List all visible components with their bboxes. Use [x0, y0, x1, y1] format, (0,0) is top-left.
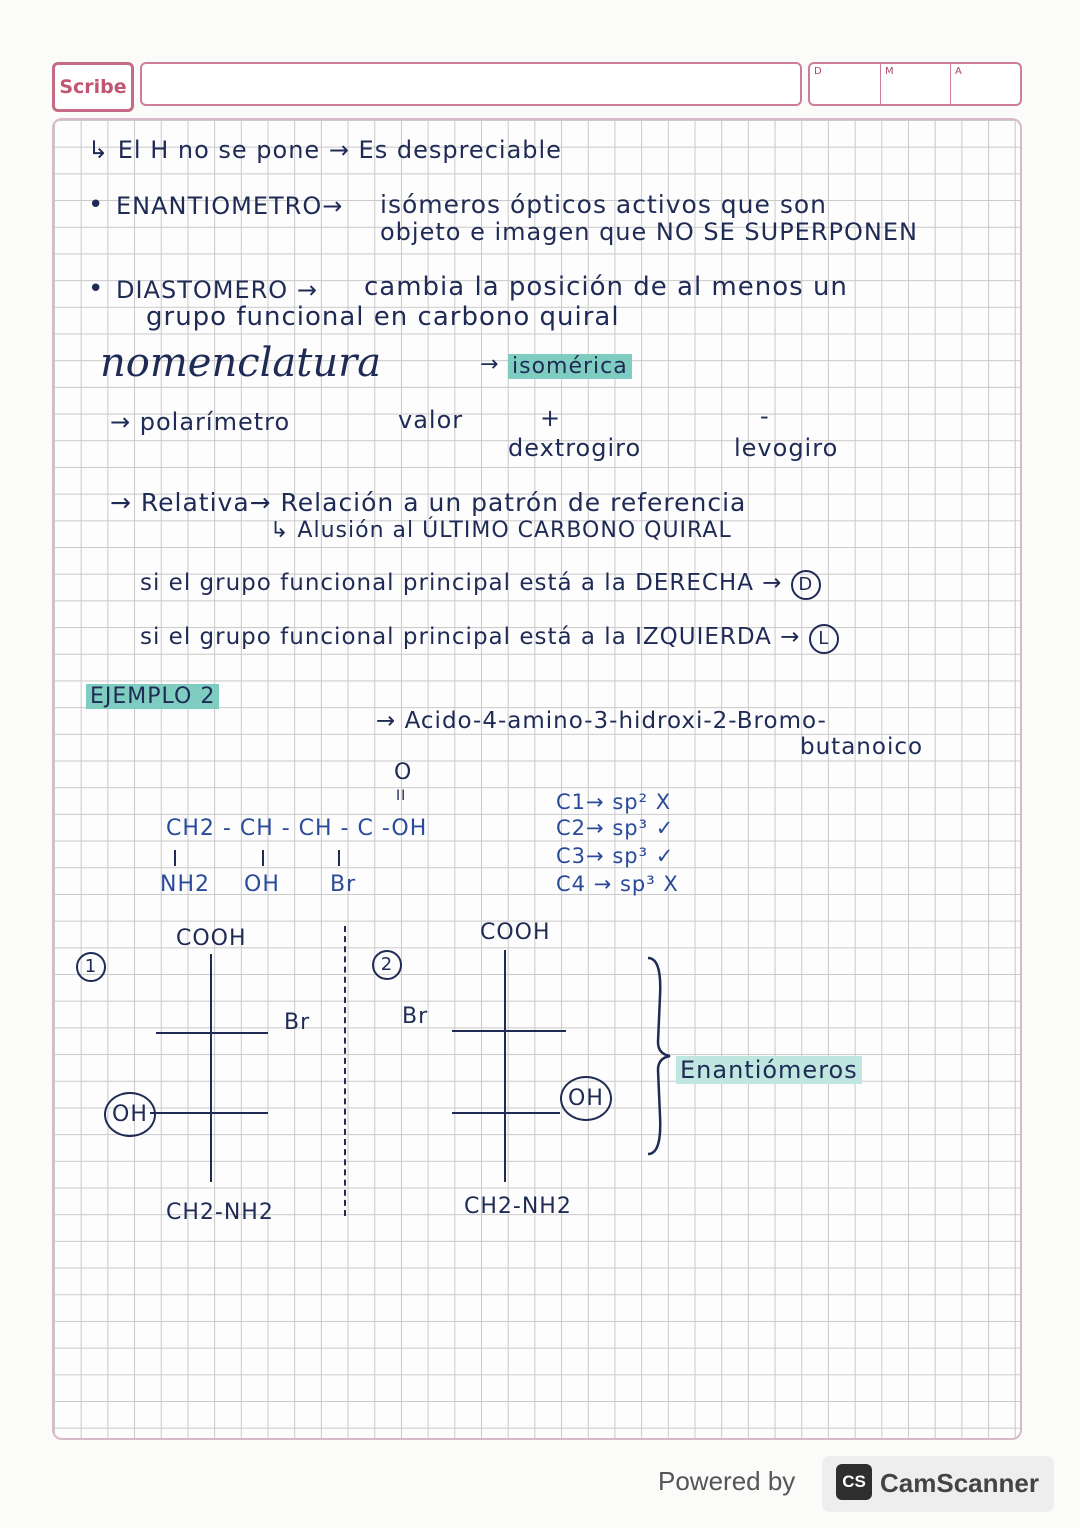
carbonyl-o: O — [394, 760, 413, 785]
fischer-1-number-text: 1 — [76, 952, 106, 982]
compound-name-2: butanoico — [800, 734, 924, 760]
enantio-def-1: isómeros ópticos activos que son — [380, 190, 828, 219]
sub-nh2: NH2 — [160, 872, 210, 897]
carbon-hyb: sp² — [612, 790, 649, 814]
bullet-dot: • — [88, 190, 105, 220]
l-mark: L — [809, 624, 839, 654]
carbon-mark: X — [655, 790, 672, 814]
carbon-label: C2→ — [556, 816, 605, 840]
rule-derecha — [140, 570, 821, 600]
fischer-2-upper-horizontal — [452, 1030, 566, 1032]
fischer-2-lower-horizontal — [452, 1112, 560, 1114]
fischer-1-oh: OH — [104, 1092, 156, 1137]
isomerica-tag — [508, 354, 632, 379]
date-day-cell: D — [814, 66, 822, 77]
diasto-def-1: cambia la posición de al menos un — [364, 272, 848, 302]
carbon-label: C4 → — [556, 872, 613, 896]
camscanner-brand: CamScanner — [880, 1468, 1039, 1498]
relativa-line: → Relativa→ Relación a un patrón de referencia — [110, 488, 747, 517]
sub-br: Br — [330, 872, 357, 897]
nomenclatura-arrow: → — [480, 352, 500, 377]
fischer-1-lower-horizontal — [150, 1112, 268, 1114]
carbon-hyb: sp³ — [612, 816, 649, 840]
double-bond: II — [396, 788, 407, 804]
fischer-1-bottom: CH2-NH2 — [166, 1200, 274, 1225]
carbon-hyb: sp³ — [619, 872, 656, 896]
camscanner-icon: CS — [836, 1464, 872, 1500]
dextrogiro: dextrogiro — [508, 434, 642, 462]
carbon-hyb: sp³ — [612, 844, 649, 868]
note-line-hydrogen: ↳ El H no se pone → Es despreciable — [88, 136, 562, 164]
carbon-mark: ✓ — [655, 844, 675, 868]
enantio-def-2: objeto e imagen que NO SE SUPERPONEN — [380, 218, 918, 246]
date-month-cell: M — [880, 64, 950, 104]
enantiomeros-label — [676, 1056, 862, 1084]
carbon-mark: X — [663, 872, 679, 896]
fischer-2-number-text: 2 — [372, 950, 402, 980]
sub-oh: OH — [244, 872, 280, 897]
carbon-mark: ✓ — [655, 816, 675, 840]
enantio-label: ENANTIOMETRO→ — [116, 192, 344, 220]
fischer-1-br: Br — [284, 1010, 311, 1035]
isomerica-text: isomérica — [508, 354, 632, 379]
carbon-label: C3→ — [556, 844, 605, 868]
rule-derecha-text: si el grupo funcional principal está a la DERECHA → — [140, 570, 783, 596]
rule-izquierda — [140, 624, 839, 654]
fischer-2-br: Br — [402, 1004, 429, 1029]
minus-sign: - — [760, 402, 770, 430]
ejemplo-heading — [86, 684, 219, 709]
diasto-label: DIASTOMERO → — [116, 276, 318, 304]
fischer-2-number — [372, 950, 402, 980]
bond-br — [338, 850, 340, 866]
diasto-def-2: grupo funcional en carbono quiral — [146, 302, 620, 332]
carbon-row — [556, 816, 674, 840]
bullet-dot: • — [88, 274, 105, 304]
chain-formula: CH2 - CH - CH - C -OH — [166, 816, 428, 841]
rule-izquierda-text: si el grupo funcional principal está a la IZQUIERDA → — [140, 624, 801, 650]
title-box — [140, 62, 802, 106]
scribe-logo — [52, 62, 134, 112]
valor-label: valor — [398, 406, 464, 434]
fischer-2-bottom: CH2-NH2 — [464, 1194, 572, 1219]
carbon-row — [556, 872, 679, 896]
polarimetro: → polarímetro — [110, 408, 291, 436]
enantiomer-brace — [642, 956, 672, 1156]
fischer-2-oh: OH — [560, 1076, 612, 1121]
enantiomeros-text: Enantiómeros — [676, 1056, 862, 1084]
alusion-line: ↳ Alusión al ÚLTIMO CARBONO QUIRAL — [270, 518, 732, 543]
fischer-1-top: COOH — [176, 926, 247, 951]
compound-name-1: → Acido-4-amino-3-hidroxi-2-Bromo- — [376, 708, 827, 734]
powered-by: Powered by — [658, 1466, 796, 1496]
fischer-2-vertical — [504, 950, 506, 1182]
logo-text: Scribe — [59, 76, 127, 98]
fischer-1-vertical — [210, 954, 212, 1182]
bond-oh — [262, 850, 264, 866]
levogiro: levogiro — [734, 434, 839, 462]
mirror-plane — [344, 926, 346, 1216]
ejemplo-text: EJEMPLO 2 — [86, 684, 219, 709]
date-year-cell: A — [950, 64, 1018, 104]
carbon-row — [556, 790, 671, 814]
fischer-2-top: COOH — [480, 920, 551, 945]
date-box — [808, 62, 1022, 106]
fischer-1-upper-horizontal — [156, 1032, 268, 1034]
nomenclatura-title: nomenclatura — [100, 340, 382, 386]
plus-sign: + — [540, 404, 562, 432]
fischer-1-number — [76, 952, 106, 982]
carbon-row — [556, 844, 674, 868]
bond-nh2 — [174, 850, 176, 866]
carbon-label: C1→ — [556, 790, 605, 814]
d-mark: D — [791, 570, 821, 600]
